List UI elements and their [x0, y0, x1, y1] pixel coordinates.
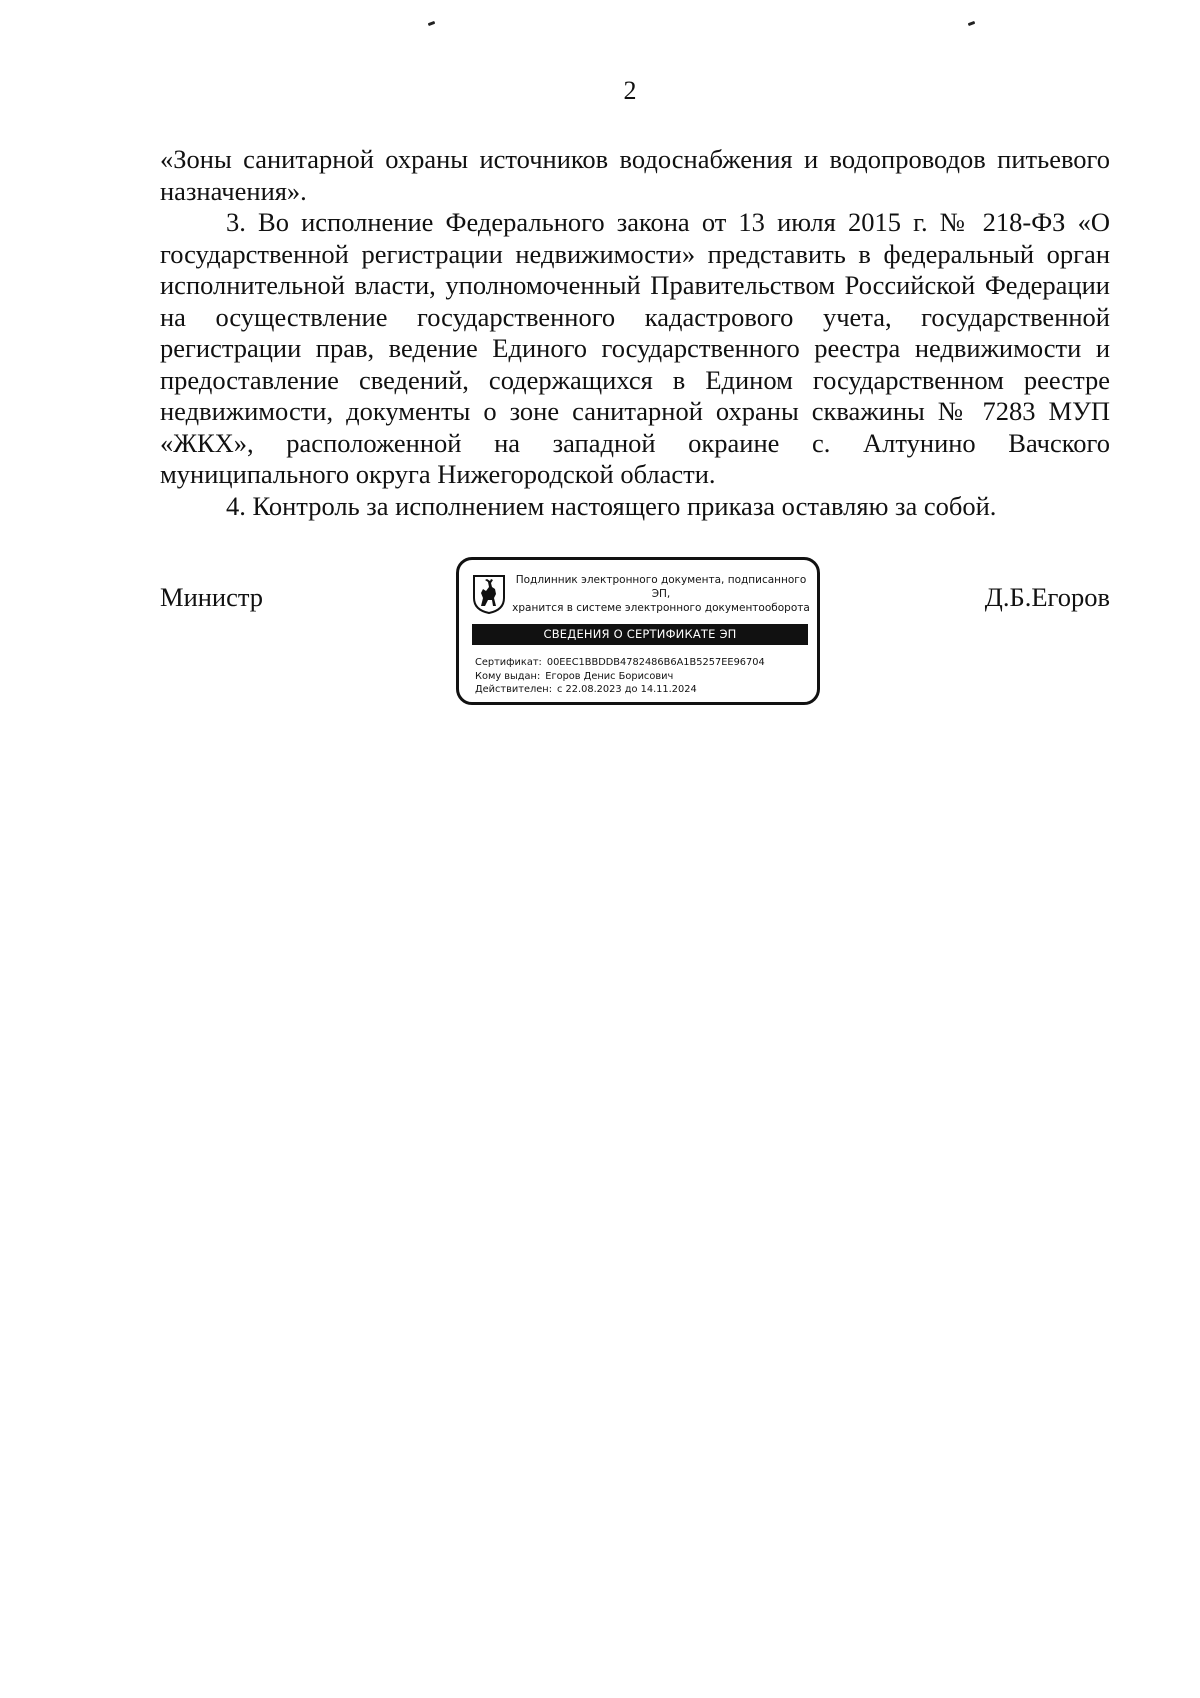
signer-name: Д.Б.Егоров — [984, 582, 1110, 612]
issued-to-value: Егоров Денис Борисович — [545, 670, 674, 682]
scan-mark — [428, 21, 436, 26]
validity-label: Действителен: — [475, 684, 553, 695]
paragraph-3: 4. Контроль за исполнением настоящего приказа оставляю за собой. — [226, 490, 997, 521]
issued-to-row — [475, 670, 765, 684]
certificate-label: Сертификат: — [475, 657, 542, 668]
certificate-details — [475, 656, 765, 697]
validity-row — [475, 683, 765, 697]
signer-position: Министр — [160, 582, 264, 612]
validity-value: с 22.08.2023 до 14.11.2024 — [557, 684, 697, 695]
certificate-value: 00EEC1BBDDB4782486B6A1B5257EE96704 — [546, 657, 765, 668]
coat-of-arms-deer-icon — [472, 574, 506, 614]
page-number: 2 — [623, 76, 637, 105]
paragraph-1: «Зоны санитарной охраны источников водоснабжения и водопроводов питьевого назначения». — [160, 144, 1110, 206]
stamp-title-bar: СВЕДЕНИЯ О СЕРТИФИКАТЕ ЭП — [472, 624, 808, 645]
issued-to-label: Кому выдан: — [475, 670, 541, 682]
scan-mark — [968, 21, 976, 26]
stamp-header-line: Подлинник электронного документа, подписанного ЭП, — [515, 574, 807, 600]
certificate-row — [475, 656, 765, 670]
paragraph-2: 3. Во исполнение Федерального закона от 13 июля 2015 г. № 218-ФЗ «О государственной регистрации недвижимости» представить в федеральный орган исполнительной власти, уполномоченный Правительством Российской Федерации на осуществление государственного кадастрового учета, государственной регистрации прав, ведение Единого государственного реестра недвижимости и предоставление сведений, содержащихся в Едином государственном реестре недвижимости, документы о зоне санитарной охраны скважины № 7283 МУП «ЖКХ», расположенной на западной окраине с. Алтунино Вачского муниципального округа Нижегородской области. — [160, 207, 1110, 489]
stamp-header-line: хранится в системе электронного документооборота — [512, 602, 810, 614]
electronic-signature-stamp — [456, 557, 820, 705]
stamp-header — [509, 573, 813, 615]
document-body — [160, 144, 1110, 522]
